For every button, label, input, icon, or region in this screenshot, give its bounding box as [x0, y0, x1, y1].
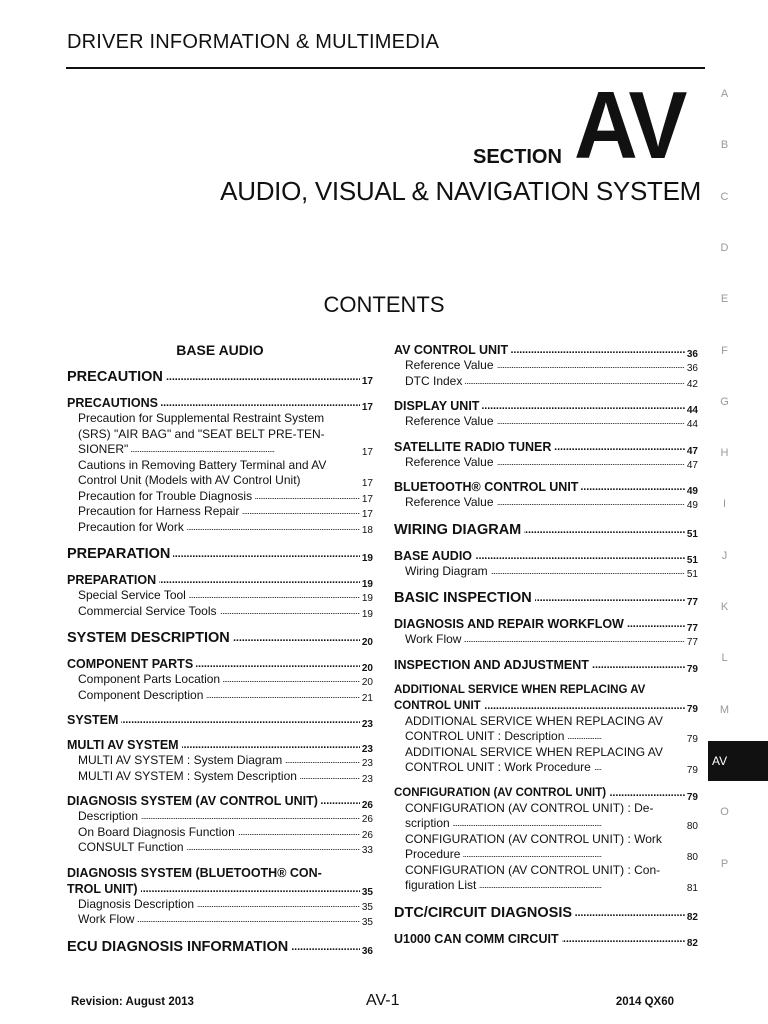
toc-entry-page: 36: [685, 347, 698, 358]
toc-entry[interactable]: [394, 657, 698, 673]
toc-entry-page: 77: [685, 594, 698, 607]
toc-entry-page: 20: [360, 634, 373, 647]
toc-entry-title: BLUETOOTH® CONTROL UNIT: [394, 480, 581, 494]
toc-right-entries: [394, 342, 698, 947]
toc-entry[interactable]: [394, 342, 698, 358]
toc-entry-title: Wiring Diagram: [405, 564, 491, 578]
toc-entry-page: 17: [360, 492, 373, 505]
toc-entry[interactable]: [405, 801, 698, 832]
toc-entry-page: 17: [360, 445, 373, 458]
toc-entry[interactable]: [67, 572, 373, 588]
toc-entry-title: INSPECTION AND ADJUSTMENT: [394, 658, 592, 672]
footer-revision: Revision: August 2013: [71, 996, 194, 1008]
toc-entry-title: DIAGNOSIS AND REPAIR WORKFLOW: [394, 617, 627, 631]
toc-entry-title: Precaution for Work: [78, 520, 187, 534]
toc-entry-title: MULTI AV SYSTEM : System Description: [78, 769, 300, 783]
toc-entry-page: 79: [685, 790, 698, 801]
toc-entry[interactable]: [405, 832, 698, 863]
toc-entry-page: 51: [685, 526, 698, 539]
toc-entry[interactable]: [394, 931, 698, 947]
toc-entry-line: [78, 442, 373, 458]
toc-entry-title: Precaution for Harness Repair: [78, 504, 242, 518]
toc-entry[interactable]: [67, 629, 373, 647]
toc-entry-title: On Board Diagnosis Function: [78, 825, 238, 839]
toc-entry[interactable]: [394, 398, 698, 414]
toc-entry-title: MULTI AV SYSTEM : System Diagram: [78, 753, 285, 767]
toc-entry-line: [67, 881, 373, 897]
toc-entry-page: 49: [685, 498, 698, 511]
toc-entry-title: MULTI AV SYSTEM: [67, 738, 182, 752]
toc-entry-title: AV CONTROL UNIT: [394, 343, 511, 357]
toc-entry-page: 18: [360, 523, 373, 536]
toc-entry-page: 79: [685, 763, 698, 776]
toc-entry-line: ADDITIONAL SERVICE WHEN REPLACING AV: [405, 713, 663, 728]
toc-entry-title: PRECAUTION: [67, 369, 166, 385]
toc-entry[interactable]: [394, 548, 698, 564]
toc-entry[interactable]: [394, 521, 698, 539]
toc-entry-page: 23: [360, 717, 373, 728]
toc-entry[interactable]: [78, 897, 373, 913]
toc-left-entries: [67, 368, 373, 956]
toc-entry[interactable]: [405, 714, 698, 745]
footer-page-number: AV-1: [366, 992, 400, 1009]
toc-entry-page: 33: [360, 843, 373, 856]
header-rule: [66, 67, 705, 69]
toc-entry[interactable]: [394, 616, 698, 632]
toc-entry[interactable]: [394, 589, 698, 607]
toc-entry[interactable]: [78, 912, 373, 928]
toc-entry-page: 47: [685, 444, 698, 455]
footer-model: 2014 QX60: [615, 996, 674, 1008]
toc-entry-title: BASIC INSPECTION: [394, 590, 535, 606]
toc-entry-line: DIAGNOSIS SYSTEM (BLUETOOTH® CON-: [67, 865, 322, 880]
toc-entry-title: figuration List: [405, 878, 479, 892]
toc-entry-title: Reference Value: [405, 495, 497, 509]
toc-entry[interactable]: [405, 358, 698, 374]
section-tab-p[interactable]: P: [720, 857, 729, 870]
toc-entry-line: [394, 698, 698, 714]
toc-entry[interactable]: [405, 564, 698, 580]
toc-entry-page: 51: [685, 553, 698, 564]
toc-entry[interactable]: [78, 458, 373, 489]
toc-entry-title: DTC Index: [405, 374, 465, 388]
toc-entry-title: Commercial Service Tools: [78, 604, 220, 618]
toc-entry-title: Special Service Tool: [78, 588, 189, 602]
toc-entry-title: DIAGNOSIS SYSTEM (AV CONTROL UNIT): [67, 794, 321, 808]
toc-entry[interactable]: [67, 368, 373, 386]
toc-entry[interactable]: [405, 632, 698, 648]
section-tab-k[interactable]: K: [720, 601, 729, 613]
section-tab-o[interactable]: O: [720, 806, 729, 819]
toc-entry-title: WIRING DIAGRAM: [394, 522, 524, 538]
section-tab-c[interactable]: C: [720, 190, 729, 203]
section-tab-m[interactable]: M: [719, 703, 730, 716]
toc-entry-page: 35: [360, 915, 373, 928]
toc-entry-line: [405, 878, 698, 894]
toc-entry-page: 82: [685, 909, 698, 922]
toc-entry-line: [78, 473, 373, 489]
section-tab-av[interactable]: AV: [708, 741, 768, 781]
section-label: SECTION: [473, 146, 562, 168]
toc-entry[interactable]: [394, 682, 698, 714]
toc-entry-page: 26: [360, 798, 373, 809]
section-tab-j[interactable]: J: [721, 549, 728, 562]
toc-entry-page: 80: [685, 850, 698, 863]
toc-entry[interactable]: [394, 479, 698, 495]
section-tab-e[interactable]: E: [720, 293, 729, 306]
toc-entry-page: 36: [360, 943, 373, 956]
toc-entry-title: scription: [405, 816, 453, 830]
toc-entry-title: Description: [78, 809, 141, 823]
toc-entry-title: PREPARATION: [67, 546, 173, 562]
toc-entry-title: Component Parts Location: [78, 672, 223, 686]
toc-entry-page: 21: [360, 691, 373, 704]
toc-entry[interactable]: [394, 785, 698, 801]
toc-entry-page: 42: [685, 377, 698, 390]
toc-entry[interactable]: [405, 414, 698, 430]
toc-entry-title: Reference Value: [405, 455, 497, 469]
toc-entry-title: SYSTEM: [67, 713, 121, 727]
toc-entry-page: 80: [685, 819, 698, 832]
toc-entry[interactable]: [67, 395, 373, 411]
toc-entry-title: U1000 CAN COMM CIRCUIT: [394, 932, 562, 946]
section-tab-b[interactable]: B: [720, 139, 729, 152]
toc-entry-line: ADDITIONAL SERVICE WHEN REPLACING AV: [405, 744, 663, 759]
section-tab-g[interactable]: G: [720, 395, 729, 408]
toc-entry-page: 44: [685, 417, 698, 430]
toc-entry[interactable]: [78, 672, 373, 688]
toc-entry[interactable]: [405, 495, 698, 511]
toc-entry[interactable]: [394, 904, 698, 922]
toc-entry-page: 20: [360, 675, 373, 688]
toc-entry[interactable]: [405, 863, 698, 894]
toc-entry-title: COMPONENT PARTS: [67, 657, 196, 671]
toc-entry[interactable]: [67, 938, 373, 956]
toc-entry-title: Work Flow: [78, 912, 137, 926]
toc-entry-page: 49: [685, 484, 698, 495]
toc-entry-page: 17: [360, 507, 373, 520]
toc-entry-page: 79: [685, 732, 698, 745]
toc-entry-page: 79: [685, 662, 698, 673]
toc-entry[interactable]: [405, 374, 698, 390]
toc-entry-page: 26: [360, 812, 373, 825]
section-tab-l[interactable]: L: [721, 652, 728, 665]
toc-entry-title: SIONER": [78, 442, 131, 456]
toc-entry-title: CONTROL UNIT: [394, 700, 484, 712]
toc-entry-title: Control Unit (Models with AV Control Unit): [78, 473, 304, 487]
section-tab-f[interactable]: F: [721, 344, 728, 357]
toc-left-column: [67, 342, 373, 956]
toc-entry-line: CONFIGURATION (AV CONTROL UNIT) : Con-: [405, 862, 661, 877]
toc-entry-page: 77: [685, 621, 698, 632]
toc-entry[interactable]: [78, 809, 373, 825]
section-tab-h[interactable]: H: [720, 447, 729, 460]
toc-entry-line: [405, 760, 698, 776]
toc-entry-line: ADDITIONAL SERVICE WHEN REPLACING AV: [394, 683, 646, 696]
toc-entry-title: SYSTEM DESCRIPTION: [67, 630, 233, 646]
toc-entry[interactable]: [405, 745, 698, 776]
toc-entry[interactable]: [394, 439, 698, 455]
toc-entry-page: 35: [360, 885, 373, 897]
toc-entry[interactable]: [78, 688, 373, 704]
toc-entry-line: Cautions in Removing Battery Terminal and AV: [78, 457, 327, 472]
toc-entry-page: 19: [360, 607, 373, 620]
manual-header-title: DRIVER INFORMATION & MULTIMEDIA: [67, 31, 440, 53]
toc-entry[interactable]: [78, 411, 373, 458]
toc-entry[interactable]: [78, 769, 373, 785]
toc-entry[interactable]: [67, 865, 373, 897]
toc-entry-page: 23: [360, 772, 373, 785]
toc-entry-title: CONTROL UNIT : Work Procedure: [405, 760, 594, 774]
toc-entry[interactable]: [78, 840, 373, 856]
toc-entry[interactable]: [78, 588, 373, 604]
toc-entry-line: [405, 729, 698, 745]
toc-entry[interactable]: [67, 737, 373, 753]
toc-entry-title: CONFIGURATION (AV CONTROL UNIT): [394, 787, 609, 799]
toc-entry-page: 19: [360, 550, 373, 563]
toc-entry-line: (SRS) "AIR BAG" and "SEAT BELT PRE-TEN-: [78, 426, 325, 441]
toc-entry-title: ECU DIAGNOSIS INFORMATION: [67, 939, 291, 955]
toc-entry[interactable]: [78, 504, 373, 520]
toc-entry-title: Reference Value: [405, 414, 497, 428]
toc-entry-page: 47: [685, 458, 698, 471]
toc-entry-page: 77: [685, 635, 698, 648]
toc-left-heading: BASE AUDIO: [176, 342, 264, 358]
toc-entry-page: 36: [685, 361, 698, 374]
toc-entry-line: CONFIGURATION (AV CONTROL UNIT) : De-: [405, 800, 654, 815]
toc-entry[interactable]: [78, 825, 373, 841]
section-tab-a[interactable]: A: [720, 88, 729, 100]
contents-title: CONTENTS: [323, 292, 445, 317]
toc-right-column: [394, 342, 698, 947]
toc-entry-page: 17: [360, 373, 373, 386]
toc-entry[interactable]: [67, 656, 373, 672]
toc-entry-title: Diagnosis Description: [78, 897, 197, 911]
toc-entry-page: 19: [360, 591, 373, 604]
toc-entry-title: Work Flow: [405, 632, 464, 646]
toc-entry[interactable]: [405, 455, 698, 471]
toc-entry-line: CONFIGURATION (AV CONTROL UNIT) : Work: [405, 831, 662, 846]
toc-entry-line: Precaution for Supplemental Restraint System: [78, 411, 325, 425]
toc-entry[interactable]: [78, 604, 373, 620]
toc-entry[interactable]: [78, 489, 373, 505]
toc-entry-title: Reference Value: [405, 358, 497, 372]
toc-entry[interactable]: [78, 753, 373, 769]
toc-entry-page: 17: [360, 476, 373, 489]
toc-entry-title: PRECAUTIONS: [67, 396, 161, 410]
toc-entry-page: 19: [360, 577, 373, 588]
toc-entry-page: 17: [360, 400, 373, 411]
toc-entry-title: Component Description: [78, 688, 206, 702]
toc-entry-title: DTC/CIRCUIT DIAGNOSIS: [394, 905, 575, 921]
toc-entry-title: BASE AUDIO: [394, 549, 475, 563]
toc-entry-page: 23: [360, 756, 373, 769]
toc-entry-title: TROL UNIT): [67, 882, 141, 896]
toc-entry-title: Precaution for Trouble Diagnosis: [78, 489, 255, 503]
section-tab-i[interactable]: I: [722, 498, 727, 511]
section-code: AV: [574, 72, 685, 179]
toc-entry-line: [405, 816, 698, 832]
toc-entry-title: CONSULT Function: [78, 840, 187, 854]
toc-entry-title: DISPLAY UNIT: [394, 399, 482, 413]
toc-entry-page: 79: [685, 702, 698, 714]
toc-entry-page: 44: [685, 403, 698, 414]
toc-entry[interactable]: [67, 793, 373, 809]
toc-entry-page: 20: [360, 661, 373, 672]
toc-entry-line: [405, 847, 698, 863]
section-tab-d[interactable]: D: [720, 241, 729, 254]
toc-entry-page: 82: [685, 936, 698, 947]
toc-entry-page: 35: [360, 900, 373, 913]
toc-entry-title: Procedure: [405, 847, 463, 861]
toc-entry-page: 81: [685, 881, 698, 894]
section-name: AUDIO, VISUAL & NAVIGATION SYSTEM: [220, 176, 701, 206]
toc-entry-title: SATELLITE RADIO TUNER: [394, 440, 554, 454]
toc-entry[interactable]: [67, 712, 373, 728]
toc-entry-page: 26: [360, 828, 373, 841]
toc-entry[interactable]: [67, 545, 373, 563]
toc-entry-title: CONTROL UNIT : Description: [405, 729, 567, 743]
toc-entry-page: 51: [685, 567, 698, 580]
toc-entry[interactable]: [78, 520, 373, 536]
toc-entry-page: 23: [360, 742, 373, 753]
toc-entry-title: PREPARATION: [67, 573, 159, 587]
